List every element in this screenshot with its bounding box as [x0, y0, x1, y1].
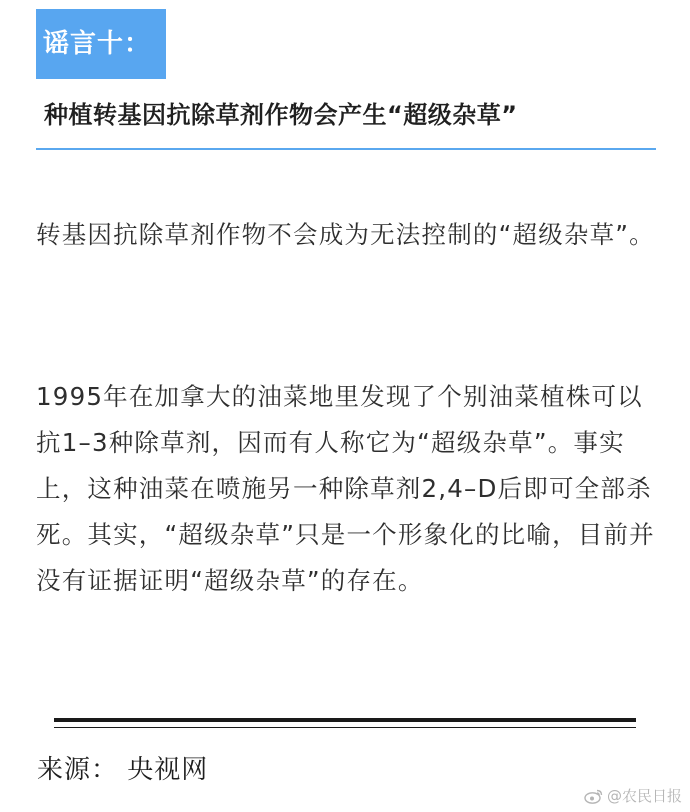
footer-divider-thin — [54, 727, 636, 728]
rumor-title: 种植转基因抗除草剂作物会产生“超级杂草” — [44, 101, 518, 129]
weibo-icon — [584, 788, 604, 804]
watermark — [584, 785, 682, 806]
rumor-number-badge: 谣言十： — [36, 9, 166, 79]
watermark-text: @农民日报 — [606, 787, 682, 805]
title-divider — [36, 148, 656, 150]
explanation-paragraph: 1995年在加拿大的油菜地里发现了个别油菜植株可以抗1–3种除草剂，因而有人称它为“超级杂草”。事实上，这种油菜在喷施另一种除草剂2,4–D后即可全部杀死。其实，“超级杂草”只是一个形象化的比喻，目前并没有证据证明“超级杂草”的存在。 — [36, 382, 655, 595]
footer-divider-thick — [54, 718, 636, 722]
source-line: 来源： 央视网 — [37, 755, 209, 785]
conclusion-paragraph: 转基因抗除草剂作物不会成为无法控制的“超级杂草”。 — [36, 220, 655, 249]
